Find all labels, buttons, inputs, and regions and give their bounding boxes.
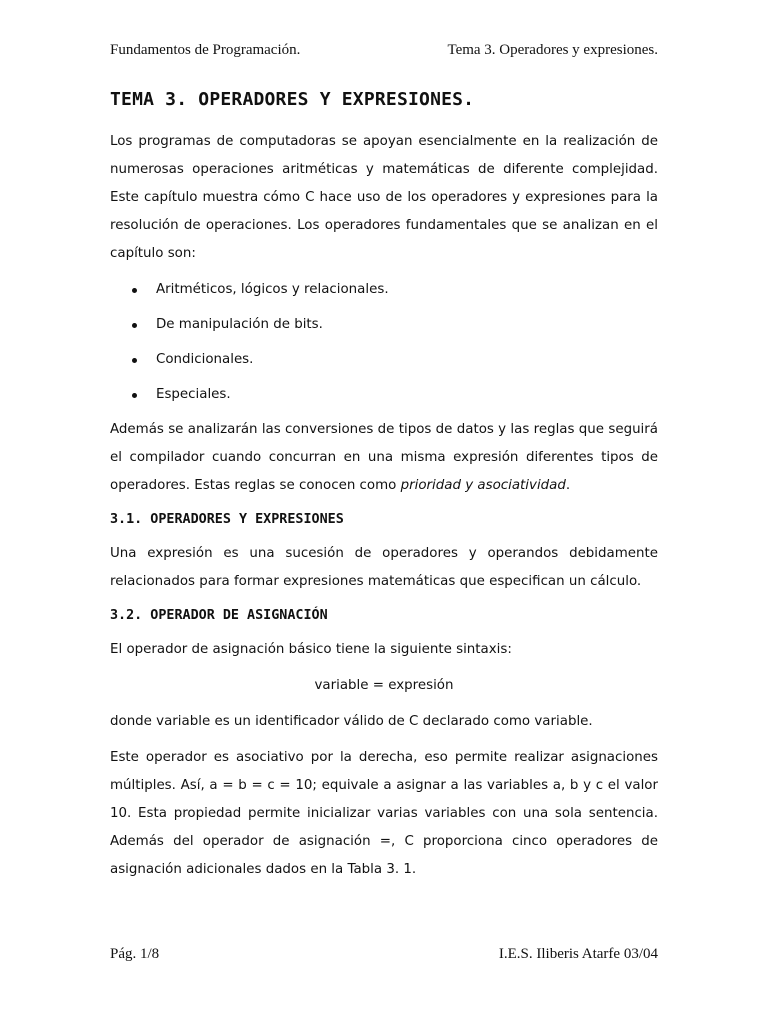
- section-heading-3-1: 3.1. OPERADORES Y EXPRESIONES: [110, 512, 344, 527]
- assignment-syntax: variable = expresión: [314, 678, 454, 693]
- list-item: Especiales.: [110, 381, 658, 409]
- list-item: Aritméticos, lógicos y relacionales.: [110, 276, 658, 304]
- header-course-title: Fundamentos de Programación.: [110, 42, 301, 58]
- operator-list: [110, 276, 658, 409]
- running-header: [110, 42, 658, 59]
- running-footer: [110, 946, 658, 963]
- list-item: De manipulación de bits.: [110, 311, 658, 339]
- page-content: [110, 88, 658, 892]
- expression-definition: Una expresión es una sucesión de operadores y operandos debidamente relacionados para formar expresiones matemáticas que especifican un cálculo.: [110, 546, 658, 589]
- page-number: Pág. 1/8: [110, 946, 160, 962]
- conversion-text: Además se analizarán las conversiones de tipos de datos y las reglas que seguirá el compilador cuando concurran en una misma expresión diferentes tipos de operadores. Estas reglas se conocen como: [110, 422, 658, 493]
- syntax-intro: El operador de asignación básico tiene la siguiente sintaxis:: [110, 642, 512, 657]
- multiple-assignment-paragraph: Este operador es asociativo por la derecha, eso permite realizar asignaciones múltiples. Así, a = b = c = 10; equivale a asignar a las variables a, b y c el valor 10. Esta propiedad permite inicializar varias variables con una sola sentencia. Además del operador de asignación =, C proporciona cinco operadores de asignación adicionales dados en la Tabla 3. 1.: [110, 750, 658, 877]
- conversion-end: .: [565, 478, 571, 493]
- section-heading-3-2: 3.2. OPERADOR DE ASIGNACIÓN: [110, 608, 328, 623]
- page-title: TEMA 3. OPERADORES Y EXPRESIONES.: [110, 89, 475, 110]
- conversion-emphasis: prioridad y asociatividad: [400, 478, 566, 493]
- variable-definition: donde variable es un identificador válido de C declarado como variable.: [110, 714, 593, 729]
- intro-paragraph: Los programas de computadoras se apoyan esencialmente en la realización de numerosas operaciones aritméticas y matemáticas de diferente complejidad. Este capítulo muestra cómo C hace uso de los operadores y expresiones para la resolución de operaciones. Los operadores fundamentales que se analizan en el capítulo son:: [110, 134, 658, 261]
- conversion-paragraph: [110, 416, 658, 500]
- header-chapter-title: Tema 3. Operadores y expresiones.: [447, 42, 658, 58]
- footer-institution: I.E.S. Iliberis Atarfe 03/04: [498, 946, 658, 962]
- list-item: Condicionales.: [110, 346, 658, 374]
